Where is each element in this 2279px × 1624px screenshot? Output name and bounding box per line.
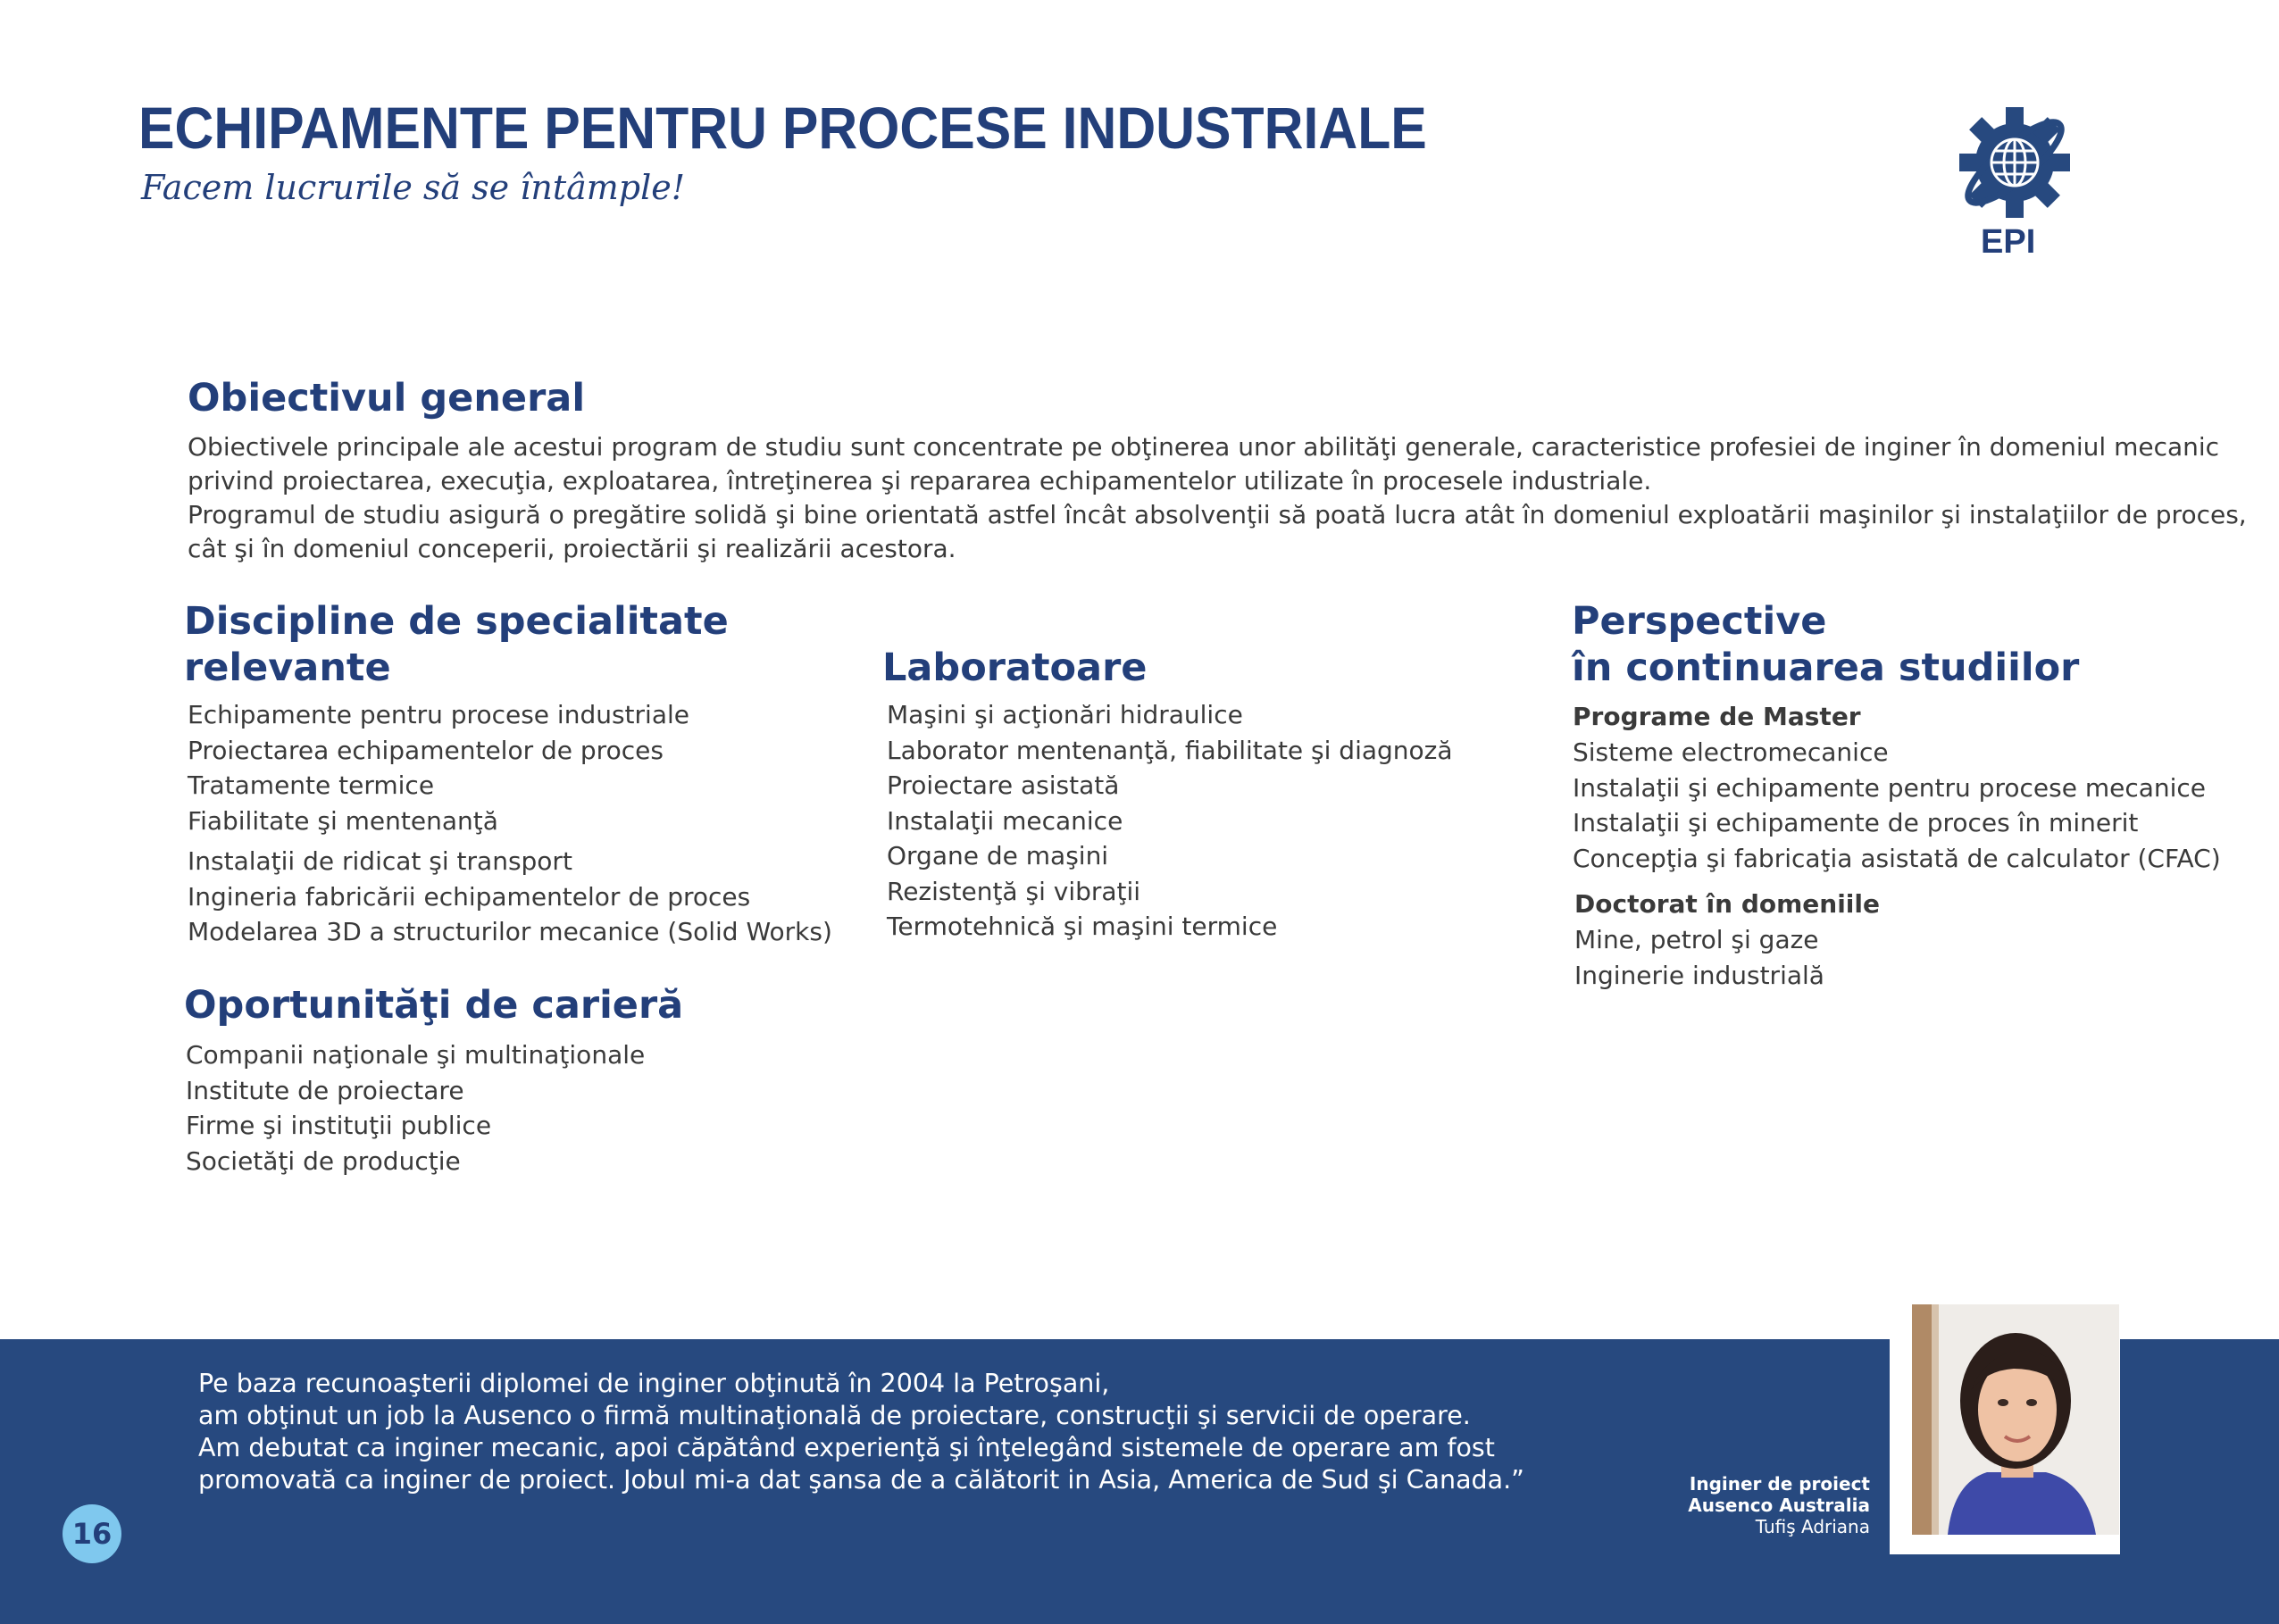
list-item: Echipamente pentru procese industriale — [188, 700, 689, 729]
list-item: Maşini şi acţionări hidraulice — [887, 700, 1243, 729]
quote-line: Am debutat ca inginer mecanic, apoi căpătând experienţă şi înţelegând sistemele de operare am fost — [198, 1433, 1495, 1462]
master-heading: Programe de Master — [1573, 702, 1861, 731]
careers-heading: Oportunităţi de carieră — [184, 983, 684, 1028]
list-item: Sisteme electromecanice — [1573, 737, 1889, 767]
list-item: Mine, petrol şi gaze — [1574, 925, 1819, 954]
careers-heading-wrap — [184, 982, 683, 1029]
objective-line: cât şi în domeniul conceperii, proiectării şi realizării acestora. — [188, 534, 956, 563]
disciplines-list — [188, 697, 832, 950]
careers-list — [186, 1037, 645, 1178]
list-item: Firme şi instituţii publice — [186, 1111, 492, 1140]
quote-line: promovată ca inginer de proiect. Jobul mi-a dat şansa de a călătorit in Asia, America de Sud şi Canada.” — [198, 1465, 1524, 1495]
portrait-photo — [1912, 1304, 2119, 1535]
phd-programs — [1574, 887, 1880, 993]
list-item: Instalaţii de ridicat şi transport — [188, 846, 572, 876]
perspectives-heading-line2: în continuarea studiilor — [1572, 645, 2080, 690]
page-number: 16 — [63, 1504, 121, 1563]
caption-role: Inginer de proiect — [1689, 1473, 1870, 1495]
disciplines-heading-line1: Discipline de specialitate — [184, 599, 729, 644]
labs-list — [887, 697, 1453, 945]
list-item: Companii naţionale şi multinaţionale — [186, 1040, 646, 1070]
disciplines-heading — [184, 598, 729, 691]
testimonial-quote — [198, 1368, 1524, 1496]
perspectives-heading-line1: Perspective — [1572, 599, 1827, 644]
master-list — [1573, 735, 2221, 876]
objective-section — [188, 375, 585, 421]
list-item: Termotehnică şi maşini termice — [887, 912, 1278, 941]
slogan: Facem lucrurile să se întâmple! — [141, 168, 686, 207]
list-item: Organe de maşini — [887, 841, 1109, 870]
phd-list — [1574, 922, 1880, 993]
list-item: Societăţi de producţie — [186, 1145, 461, 1176]
testimonial-caption — [1590, 1473, 1870, 1537]
caption-company: Ausenco Australia — [1688, 1495, 1870, 1516]
list-item: Rezistenţă şi vibraţii — [887, 876, 1141, 906]
list-item: Institute de proiectare — [186, 1075, 464, 1105]
caption-person: Tufiş Adriana — [1755, 1516, 1870, 1537]
list-item: Concepţia şi fabricaţia asistată de calculator (CFAC) — [1573, 843, 2221, 873]
quote-line: Pe baza recunoaşterii diplomei de inginer obţinută în 2004 la Petroşani, — [198, 1369, 1110, 1398]
master-programs — [1573, 699, 2221, 876]
list-item: Tratamente termice — [188, 770, 435, 800]
list-item: Instalaţii mecanice — [887, 805, 1123, 836]
list-item: Proiectarea echipamentelor de proces — [188, 735, 664, 765]
page-title: ECHIPAMENTE PENTRU PROCESE INDUSTRIALE — [138, 95, 1427, 161]
phd-heading: Doctorat în domeniile — [1574, 889, 1880, 919]
list-item: Fiabilitate şi mentenanţă — [188, 805, 498, 836]
list-item: Inginerie industrială — [1574, 960, 1824, 990]
list-item: Modelarea 3D a structurilor mecanice (Solid Works) — [188, 917, 832, 946]
logo-text: EPI — [1981, 223, 2036, 261]
perspectives-heading — [1572, 598, 2079, 691]
list-item: Ingineria fabricării echipamentelor de proces — [188, 881, 751, 912]
objective-line: privind proiectarea, execuţia, exploatarea, întreţinerea şi repararea echipamentelor utilizate în procesele industriale. — [188, 466, 1652, 496]
objective-heading: Obiectivul general — [188, 376, 586, 421]
list-item: Laborator mentenanţă, fiabilitate şi diagnoză — [887, 735, 1453, 765]
labs-heading: Laboratoare — [882, 645, 1148, 690]
disciplines-heading-line2: relevante — [184, 645, 391, 690]
list-item: Instalaţii şi echipamente pentru procese mecanice — [1573, 772, 2207, 803]
objective-line: Obiectivele principale ale acestui program de studiu sunt concentrate pe obţinerea unor abilităţi generale, caracteristice profesiei de inginer în domeniul mecanic — [188, 432, 2220, 462]
quote-line: am obţinut un job la Ausenco o firmă multinaţională de proiectare, construcţii şi servicii de operare. — [198, 1401, 1471, 1430]
objective-line: Programul de studiu asigură o pregătire solidă şi bine orientată astfel încât absolvenţii să poată lucra atât în domeniul exploatării maşinilor şi instalaţiilor de proces, — [188, 500, 2247, 529]
list-item: Proiectare asistată — [887, 770, 1120, 800]
list-item: Instalaţii şi echipamente de proces în minerit — [1573, 808, 2139, 837]
objective-text — [188, 430, 2247, 566]
labs-heading-wrap — [882, 645, 1147, 691]
